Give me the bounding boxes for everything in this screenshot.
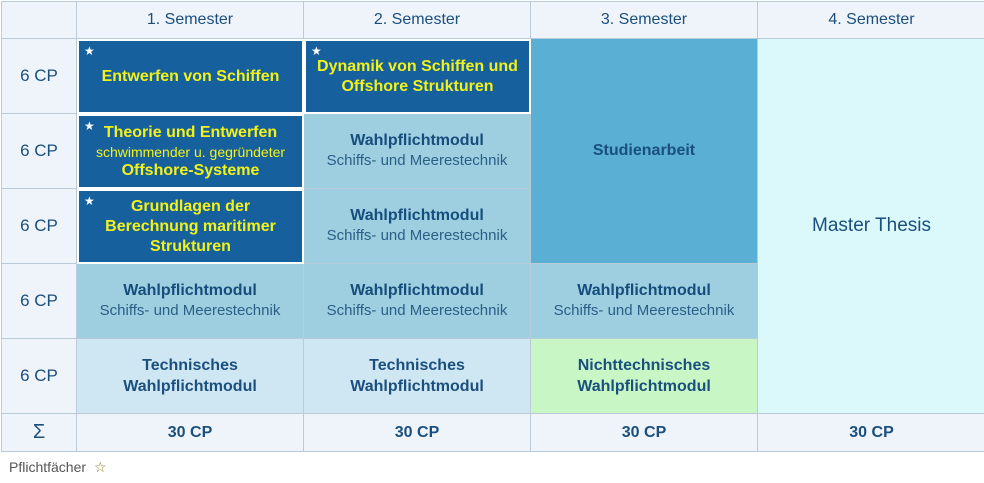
required-star-icon: ★ [84, 194, 95, 208]
corner-cell [2, 2, 77, 39]
sum-symbol: Σ [2, 414, 77, 451]
module-subtitle: Schiffs- und Meerestechnik [326, 302, 508, 319]
module-nichttechnisches-wpm[interactable] [531, 339, 758, 414]
module-title: Wahlpflichtmodul [350, 132, 484, 149]
row-1-credits: 6 CP [2, 39, 77, 114]
total-s4: 30 CP [758, 414, 984, 451]
module-title: Technisches Wahlpflichtmodul [123, 357, 257, 395]
semester-4-header: 4. Semester [758, 2, 984, 39]
module-title: Dynamik von Schiffen und Offshore Strukturen [317, 57, 518, 95]
semester-1-header: 1. Semester [77, 2, 304, 39]
total-s3: 30 CP [531, 414, 758, 451]
legend-label: Pflichtfächer [9, 459, 87, 475]
module-title: Entwerfen von Schiffen [101, 67, 280, 85]
module-title: Theorie und Entwerfen [103, 123, 278, 141]
star-icon: ☆ [93, 459, 107, 475]
row-4-credits: 6 CP [2, 264, 77, 339]
module-title: Wahlpflichtmodul [350, 207, 484, 224]
required-star-icon: ★ [311, 44, 322, 58]
module-wahlpflicht-s2-a[interactable] [304, 114, 531, 189]
required-star-icon: ★ [84, 119, 95, 133]
module-title: Wahlpflichtmodul [577, 282, 711, 299]
module-title: Wahlpflichtmodul [123, 282, 257, 299]
module-subtitle: Schiffs- und Meerestechnik [99, 302, 281, 319]
required-star-icon: ★ [84, 44, 95, 58]
module-wahlpflicht-s2-c[interactable] [304, 264, 531, 339]
module-title: Wahlpflichtmodul [350, 282, 484, 299]
row-5-credits: 6 CP [2, 339, 77, 414]
module-subtitle: Schiffs- und Meerestechnik [326, 152, 508, 169]
module-technisches-wpm-s1[interactable] [77, 339, 304, 414]
module-title-end: Offshore-Systeme [121, 161, 260, 179]
module-wahlpflicht-s2-b[interactable] [304, 189, 531, 264]
module-title: Studienarbeit [592, 142, 696, 159]
module-grundlagen-der-berechnung[interactable] [77, 189, 304, 264]
module-wahlpflicht-s3[interactable] [531, 264, 758, 339]
total-s2: 30 CP [304, 414, 531, 451]
module-wahlpflicht-s1[interactable] [77, 264, 304, 339]
row-2-credits: 6 CP [2, 114, 77, 189]
row-3-credits: 6 CP [2, 189, 77, 264]
semester-3-header: 3. Semester [531, 2, 758, 39]
module-title: Master Thesis [812, 215, 931, 236]
module-title-middle: schwimmender u. gegründeter [95, 143, 286, 160]
module-studienarbeit[interactable] [531, 39, 758, 264]
module-entwerfen-von-schiffen[interactable] [77, 39, 304, 114]
total-s1: 30 CP [77, 414, 304, 451]
module-title: Nichttechnisches Wahlpflichtmodul [577, 357, 711, 395]
module-title: Grundlagen der Berechnung maritimer Strukturen [105, 197, 276, 255]
module-technisches-wpm-s2[interactable] [304, 339, 531, 414]
semester-2-header: 2. Semester [304, 2, 531, 39]
module-title: Technisches Wahlpflichtmodul [350, 357, 484, 395]
legend [9, 459, 107, 476]
curriculum-table [1, 1, 984, 452]
module-master-thesis[interactable] [758, 39, 984, 414]
module-subtitle: Schiffs- und Meerestechnik [326, 227, 508, 244]
module-theorie-und-entwerfen[interactable] [77, 114, 304, 189]
module-subtitle: Schiffs- und Meerestechnik [553, 302, 735, 319]
module-dynamik-von-schiffen[interactable] [304, 39, 531, 114]
